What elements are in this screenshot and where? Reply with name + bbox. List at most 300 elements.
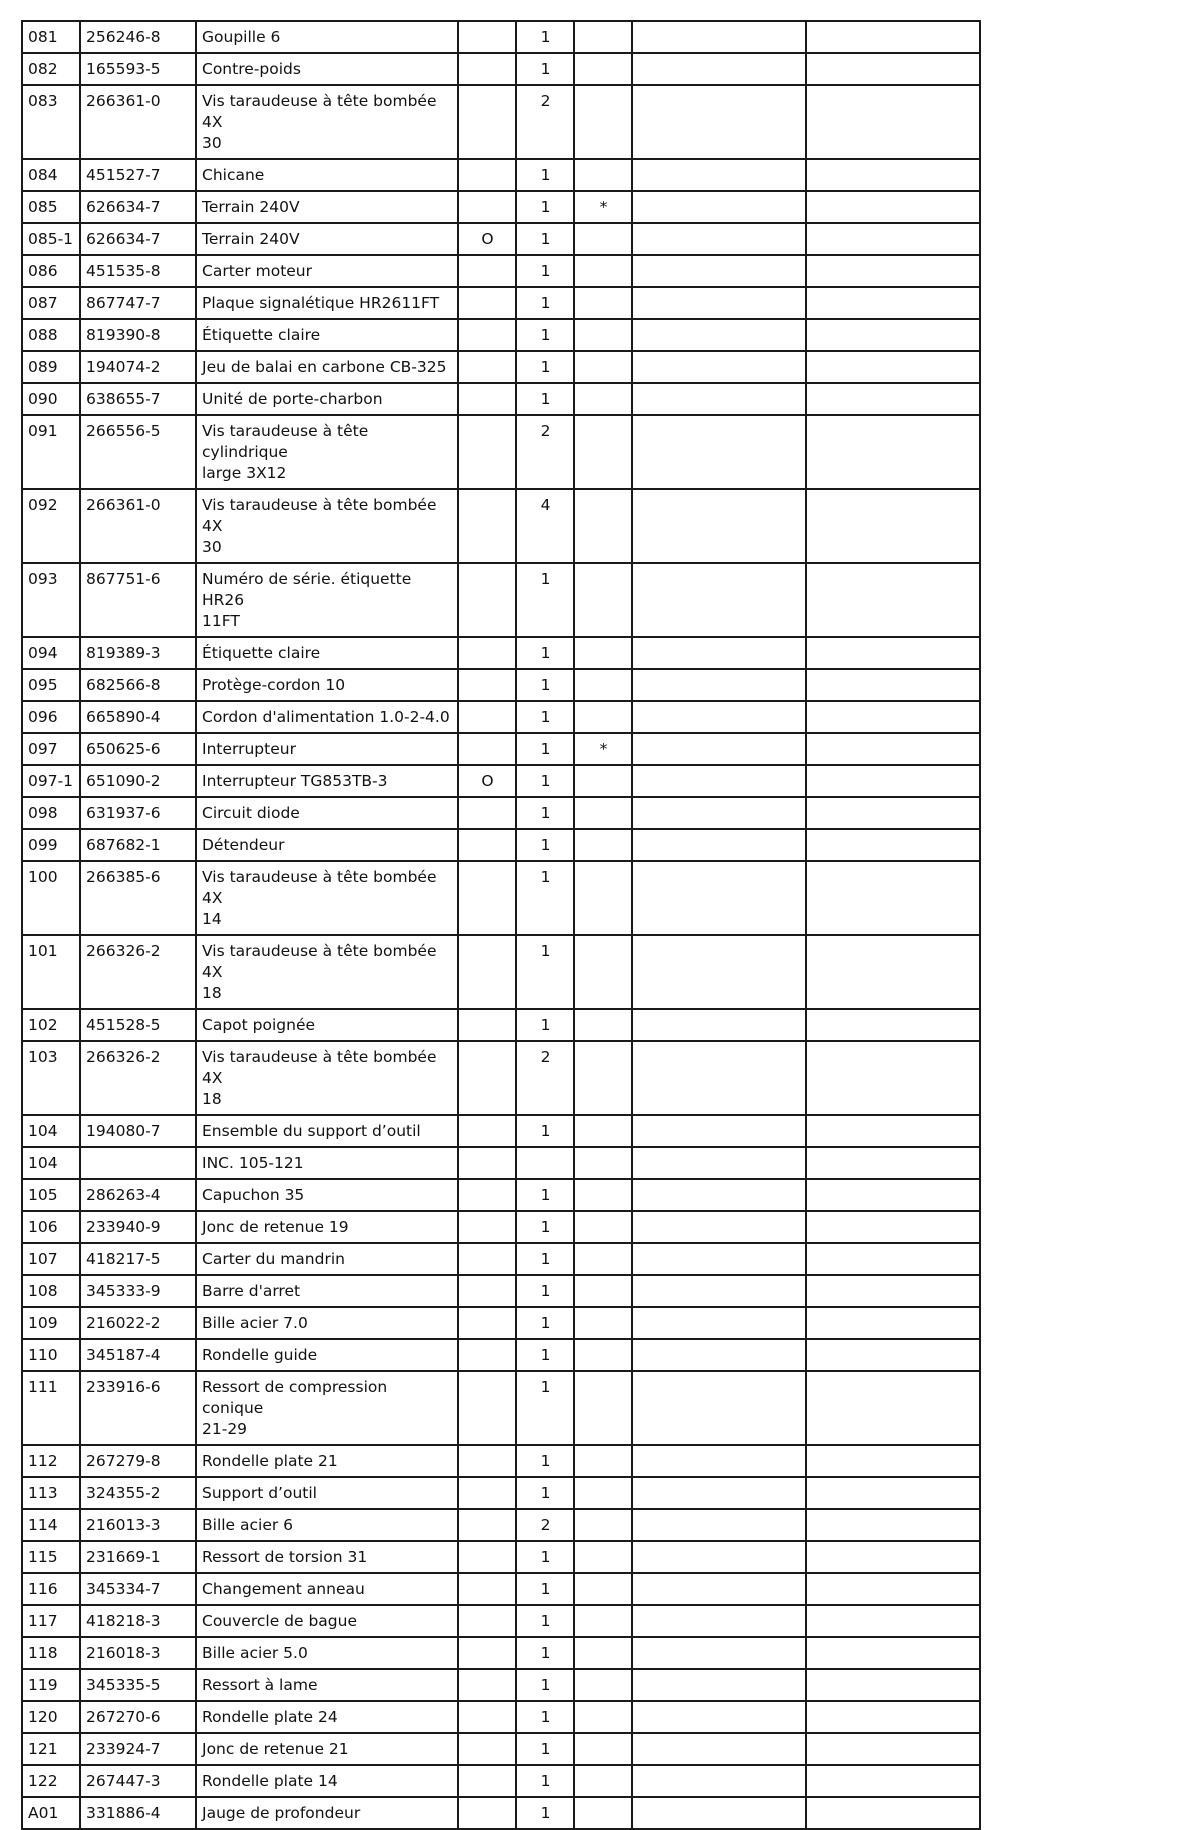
option-cell xyxy=(458,351,516,383)
option-cell xyxy=(458,1509,516,1541)
quantity-cell xyxy=(516,1009,574,1041)
blank-cell xyxy=(806,733,980,765)
table-row xyxy=(22,53,980,85)
blank-cell xyxy=(806,85,980,159)
note-cell xyxy=(574,255,632,287)
quantity-cell xyxy=(516,669,574,701)
description-text: Plaque signalétique HR2611FT xyxy=(202,294,440,312)
note-cell xyxy=(574,159,632,191)
part-number-text: 096 xyxy=(28,708,58,726)
blank-cell xyxy=(632,1041,806,1115)
table-row xyxy=(22,1147,980,1179)
description-text: Étiquette claire xyxy=(202,326,321,344)
quantity-cell xyxy=(516,1179,574,1211)
table-row xyxy=(22,1445,980,1477)
description-text: Capuchon 35 xyxy=(202,1186,305,1204)
table-row xyxy=(22,669,980,701)
option-cell xyxy=(458,563,516,637)
reference-code-cell xyxy=(80,1669,196,1701)
table-row xyxy=(22,1275,980,1307)
table-row xyxy=(22,415,980,489)
part-number-text: 081 xyxy=(28,28,58,46)
reference-code-text: 331886-4 xyxy=(86,1804,161,1822)
description-cell xyxy=(196,191,458,223)
reference-code-cell xyxy=(80,1637,196,1669)
option-cell xyxy=(458,701,516,733)
part-number-cell xyxy=(22,1701,80,1733)
quantity-text: 2 xyxy=(540,1048,551,1066)
description-cell xyxy=(196,1211,458,1243)
quantity-cell xyxy=(516,21,574,53)
reference-code-text: 451527-7 xyxy=(86,166,161,184)
quantity-cell xyxy=(516,829,574,861)
blank-cell xyxy=(806,21,980,53)
reference-code-text: 231669-1 xyxy=(86,1548,161,1566)
part-number-text: 086 xyxy=(28,262,58,280)
note-cell xyxy=(574,53,632,85)
table-row xyxy=(22,489,980,563)
blank-cell xyxy=(632,733,806,765)
reference-code-cell xyxy=(80,1765,196,1797)
part-number-cell xyxy=(22,563,80,637)
part-number-cell xyxy=(22,1179,80,1211)
reference-code-cell xyxy=(80,797,196,829)
blank-cell xyxy=(632,1701,806,1733)
part-number-text: 092 xyxy=(28,496,58,514)
reference-code-cell xyxy=(80,1509,196,1541)
blank-cell xyxy=(806,159,980,191)
quantity-text: 1 xyxy=(540,1484,551,1502)
part-number-text: 110 xyxy=(28,1346,58,1364)
description-text: Vis taraudeuse à tête cylindrique large 3X12 xyxy=(202,422,369,482)
part-number-text: 104 xyxy=(28,1154,58,1172)
table-row xyxy=(22,1765,980,1797)
part-number-cell xyxy=(22,1041,80,1115)
note-cell xyxy=(574,861,632,935)
description-text: Cordon d'alimentation 1.0-2-4.0 xyxy=(202,708,450,726)
blank-cell xyxy=(806,765,980,797)
description-text: Terrain 240V xyxy=(202,198,300,216)
description-cell xyxy=(196,1477,458,1509)
description-text: Barre d'arret xyxy=(202,1282,301,1300)
description-text: Chicane xyxy=(202,166,265,184)
blank-cell xyxy=(806,563,980,637)
table-row xyxy=(22,85,980,159)
description-cell xyxy=(196,383,458,415)
blank-cell xyxy=(806,861,980,935)
option-cell xyxy=(458,287,516,319)
blank-cell xyxy=(806,1541,980,1573)
reference-code-cell xyxy=(80,1179,196,1211)
blank-cell xyxy=(806,637,980,669)
option-cell xyxy=(458,1147,516,1179)
note-cell xyxy=(574,351,632,383)
part-number-text: 087 xyxy=(28,294,58,312)
blank-cell xyxy=(806,287,980,319)
blank-cell xyxy=(806,1733,980,1765)
note-cell xyxy=(574,1797,632,1829)
description-cell xyxy=(196,1179,458,1211)
reference-code-cell xyxy=(80,1147,196,1179)
part-number-cell xyxy=(22,415,80,489)
quantity-cell xyxy=(516,319,574,351)
part-number-text: 097 xyxy=(28,740,58,758)
description-text: Interrupteur xyxy=(202,740,296,758)
blank-cell xyxy=(632,1765,806,1797)
option-cell xyxy=(458,1477,516,1509)
blank-cell xyxy=(806,415,980,489)
reference-code-text: 687682-1 xyxy=(86,836,161,854)
reference-code-cell xyxy=(80,701,196,733)
note-cell xyxy=(574,1445,632,1477)
description-cell xyxy=(196,1339,458,1371)
description-cell xyxy=(196,1371,458,1445)
quantity-text: 1 xyxy=(540,772,551,790)
blank-cell xyxy=(632,159,806,191)
note-cell xyxy=(574,1371,632,1445)
note-cell xyxy=(574,1115,632,1147)
quantity-text: 1 xyxy=(540,1250,551,1268)
reference-code-cell xyxy=(80,733,196,765)
option-cell xyxy=(458,637,516,669)
blank-cell xyxy=(632,21,806,53)
quantity-text: 1 xyxy=(540,60,551,78)
part-number-cell xyxy=(22,53,80,85)
blank-cell xyxy=(632,1445,806,1477)
part-number-cell xyxy=(22,1797,80,1829)
description-text: Goupille 6 xyxy=(202,28,281,46)
table-row xyxy=(22,829,980,861)
blank-cell xyxy=(806,255,980,287)
option-cell xyxy=(458,1371,516,1445)
quantity-cell xyxy=(516,1445,574,1477)
reference-code-text: 867747-7 xyxy=(86,294,161,312)
quantity-text: 1 xyxy=(540,1740,551,1758)
blank-cell xyxy=(632,1605,806,1637)
description-cell xyxy=(196,563,458,637)
quantity-text: 1 xyxy=(540,1804,551,1822)
description-text: Support d’outil xyxy=(202,1484,317,1502)
table-row xyxy=(22,701,980,733)
description-cell xyxy=(196,1701,458,1733)
description-text: Jeu de balai en carbone CB-325 xyxy=(202,358,447,376)
blank-cell xyxy=(806,1009,980,1041)
quantity-text: 1 xyxy=(540,28,551,46)
part-number-cell xyxy=(22,287,80,319)
description-text: Rondelle plate 24 xyxy=(202,1708,338,1726)
part-number-cell xyxy=(22,1509,80,1541)
table-row xyxy=(22,1477,980,1509)
description-cell xyxy=(196,701,458,733)
note-cell xyxy=(574,669,632,701)
blank-cell xyxy=(806,1765,980,1797)
description-cell xyxy=(196,1147,458,1179)
quantity-cell xyxy=(516,489,574,563)
quantity-text: 1 xyxy=(540,1580,551,1598)
description-cell xyxy=(196,319,458,351)
description-cell xyxy=(196,53,458,85)
part-number-text: 112 xyxy=(28,1452,58,1470)
note-cell xyxy=(574,701,632,733)
blank-cell xyxy=(632,1179,806,1211)
description-text: Jonc de retenue 21 xyxy=(202,1740,349,1758)
part-number-cell xyxy=(22,1669,80,1701)
description-text: Détendeur xyxy=(202,836,285,854)
quantity-cell xyxy=(516,415,574,489)
description-cell xyxy=(196,1243,458,1275)
blank-cell xyxy=(806,669,980,701)
blank-cell xyxy=(806,1445,980,1477)
table-row xyxy=(22,287,980,319)
description-text: Interrupteur TG853TB-3 xyxy=(202,772,388,790)
note-cell xyxy=(574,829,632,861)
note-cell xyxy=(574,1041,632,1115)
quantity-text: 1 xyxy=(540,1186,551,1204)
reference-code-cell xyxy=(80,489,196,563)
reference-code-text: 233916-6 xyxy=(86,1378,161,1396)
reference-code-text: 267270-6 xyxy=(86,1708,161,1726)
reference-code-text: 165593-5 xyxy=(86,60,161,78)
table-row xyxy=(22,1733,980,1765)
table-row xyxy=(22,935,980,1009)
option-cell xyxy=(458,1605,516,1637)
blank-cell xyxy=(632,669,806,701)
description-text: Ressort à lame xyxy=(202,1676,318,1694)
quantity-text: 1 xyxy=(540,1452,551,1470)
quantity-cell xyxy=(516,701,574,733)
quantity-cell xyxy=(516,383,574,415)
part-number-text: 120 xyxy=(28,1708,58,1726)
reference-code-cell xyxy=(80,1797,196,1829)
note-cell xyxy=(574,1701,632,1733)
reference-code-text: 345333-9 xyxy=(86,1282,161,1300)
part-number-text: 101 xyxy=(28,942,58,960)
part-number-cell xyxy=(22,669,80,701)
quantity-text: 4 xyxy=(540,496,551,514)
description-cell xyxy=(196,1275,458,1307)
description-cell xyxy=(196,351,458,383)
blank-cell xyxy=(806,1371,980,1445)
part-number-cell xyxy=(22,1147,80,1179)
description-text: Ressort de torsion 31 xyxy=(202,1548,368,1566)
quantity-text: 1 xyxy=(540,390,551,408)
description-cell xyxy=(196,733,458,765)
part-number-text: 085 xyxy=(28,198,58,216)
blank-cell xyxy=(632,351,806,383)
part-number-cell xyxy=(22,1765,80,1797)
description-cell xyxy=(196,1445,458,1477)
quantity-text: 1 xyxy=(540,358,551,376)
quantity-text: 1 xyxy=(540,708,551,726)
note-cell xyxy=(574,1147,632,1179)
note-cell xyxy=(574,1669,632,1701)
quantity-cell xyxy=(516,797,574,829)
part-number-cell xyxy=(22,637,80,669)
option-cell xyxy=(458,669,516,701)
description-text: Bille acier 5.0 xyxy=(202,1644,308,1662)
reference-code-text: 266361-0 xyxy=(86,496,161,514)
blank-cell xyxy=(632,287,806,319)
table-row xyxy=(22,1573,980,1605)
description-text: Étiquette claire xyxy=(202,644,321,662)
reference-code-text: 631937-6 xyxy=(86,804,161,822)
note-cell xyxy=(574,1637,632,1669)
description-text: Vis taraudeuse à tête bombée 4X 14 xyxy=(202,868,437,928)
description-cell xyxy=(196,1573,458,1605)
reference-code-text: 324355-2 xyxy=(86,1484,161,1502)
part-number-text: 121 xyxy=(28,1740,58,1758)
table-row xyxy=(22,1339,980,1371)
quantity-text: 1 xyxy=(540,326,551,344)
blank-cell xyxy=(806,1179,980,1211)
part-number-text: 082 xyxy=(28,60,58,78)
blank-cell xyxy=(806,797,980,829)
description-text: Carter moteur xyxy=(202,262,312,280)
description-cell xyxy=(196,829,458,861)
note-cell xyxy=(574,1605,632,1637)
blank-cell xyxy=(806,1477,980,1509)
quantity-cell xyxy=(516,1477,574,1509)
blank-cell xyxy=(632,1147,806,1179)
reference-code-text: 267279-8 xyxy=(86,1452,161,1470)
reference-code-cell xyxy=(80,861,196,935)
reference-code-text: 638655-7 xyxy=(86,390,161,408)
blank-cell xyxy=(806,223,980,255)
quantity-cell xyxy=(516,935,574,1009)
description-text: Rondelle plate 21 xyxy=(202,1452,338,1470)
description-cell xyxy=(196,1797,458,1829)
note-cell xyxy=(574,733,632,765)
part-number-cell xyxy=(22,701,80,733)
table-row xyxy=(22,1701,980,1733)
blank-cell xyxy=(806,1275,980,1307)
blank-cell xyxy=(806,1637,980,1669)
quantity-cell xyxy=(516,1339,574,1371)
blank-cell xyxy=(632,637,806,669)
blank-cell xyxy=(806,701,980,733)
reference-code-cell xyxy=(80,935,196,1009)
description-text: Ressort de compression conique 21-29 xyxy=(202,1378,388,1438)
option-cell xyxy=(458,1765,516,1797)
reference-code-text: 451528-5 xyxy=(86,1016,161,1034)
part-number-text: A01 xyxy=(28,1804,59,1822)
table-row xyxy=(22,1243,980,1275)
part-number-text: 090 xyxy=(28,390,58,408)
quantity-cell xyxy=(516,1765,574,1797)
note-cell xyxy=(574,1211,632,1243)
reference-code-cell xyxy=(80,351,196,383)
quantity-cell xyxy=(516,1211,574,1243)
description-cell xyxy=(196,1605,458,1637)
reference-code-text: 266326-2 xyxy=(86,1048,161,1066)
reference-code-cell xyxy=(80,765,196,797)
reference-code-cell xyxy=(80,383,196,415)
table-row xyxy=(22,223,980,255)
part-number-cell xyxy=(22,935,80,1009)
part-number-cell xyxy=(22,733,80,765)
blank-cell xyxy=(806,1115,980,1147)
reference-code-text: 418217-5 xyxy=(86,1250,161,1268)
reference-code-text: 267447-3 xyxy=(86,1772,161,1790)
reference-code-cell xyxy=(80,85,196,159)
part-number-text: 083 xyxy=(28,92,58,110)
reference-code-text: 194080-7 xyxy=(86,1122,161,1140)
part-number-text: 119 xyxy=(28,1676,58,1694)
blank-cell xyxy=(806,829,980,861)
description-cell xyxy=(196,85,458,159)
note-cell xyxy=(574,1009,632,1041)
reference-code-cell xyxy=(80,1211,196,1243)
description-text: Protège-cordon 10 xyxy=(202,676,346,694)
note-cell xyxy=(574,21,632,53)
description-cell xyxy=(196,1541,458,1573)
blank-cell xyxy=(806,1307,980,1339)
note-cell xyxy=(574,765,632,797)
table-row xyxy=(22,319,980,351)
reference-code-cell xyxy=(80,1275,196,1307)
description-text: Couvercle de bague xyxy=(202,1612,357,1630)
description-cell xyxy=(196,1041,458,1115)
blank-cell xyxy=(632,1009,806,1041)
quantity-cell xyxy=(516,637,574,669)
blank-cell xyxy=(632,935,806,1009)
reference-code-cell xyxy=(80,1115,196,1147)
description-cell xyxy=(196,1733,458,1765)
option-cell xyxy=(458,1009,516,1041)
blank-cell xyxy=(632,797,806,829)
blank-cell xyxy=(806,351,980,383)
part-number-text: 114 xyxy=(28,1516,58,1534)
note-text: * xyxy=(599,740,608,758)
blank-cell xyxy=(806,1243,980,1275)
part-number-cell xyxy=(22,383,80,415)
description-text: Capot poignée xyxy=(202,1016,316,1034)
note-cell xyxy=(574,223,632,255)
table-row xyxy=(22,191,980,223)
blank-cell xyxy=(632,829,806,861)
quantity-text: 1 xyxy=(540,1644,551,1662)
reference-code-text: 867751-6 xyxy=(86,570,161,588)
blank-cell xyxy=(632,1669,806,1701)
note-cell xyxy=(574,383,632,415)
blank-cell xyxy=(632,319,806,351)
quantity-cell xyxy=(516,159,574,191)
part-number-text: 113 xyxy=(28,1484,58,1502)
quantity-cell xyxy=(516,1637,574,1669)
option-cell xyxy=(458,191,516,223)
quantity-cell xyxy=(516,1733,574,1765)
note-cell xyxy=(574,1339,632,1371)
reference-code-text: 216013-3 xyxy=(86,1516,161,1534)
option-cell xyxy=(458,383,516,415)
table-row xyxy=(22,1041,980,1115)
quantity-text: 1 xyxy=(540,1218,551,1236)
part-number-cell xyxy=(22,1307,80,1339)
reference-code-cell xyxy=(80,1041,196,1115)
option-cell xyxy=(458,935,516,1009)
quantity-cell xyxy=(516,1147,574,1179)
note-cell xyxy=(574,287,632,319)
reference-code-cell xyxy=(80,223,196,255)
description-text: Circuit diode xyxy=(202,804,300,822)
reference-code-cell xyxy=(80,1573,196,1605)
table-row xyxy=(22,1637,980,1669)
quantity-text: 1 xyxy=(540,1612,551,1630)
option-cell xyxy=(458,1445,516,1477)
quantity-text: 1 xyxy=(540,1346,551,1364)
reference-code-cell xyxy=(80,159,196,191)
option-cell xyxy=(458,1797,516,1829)
